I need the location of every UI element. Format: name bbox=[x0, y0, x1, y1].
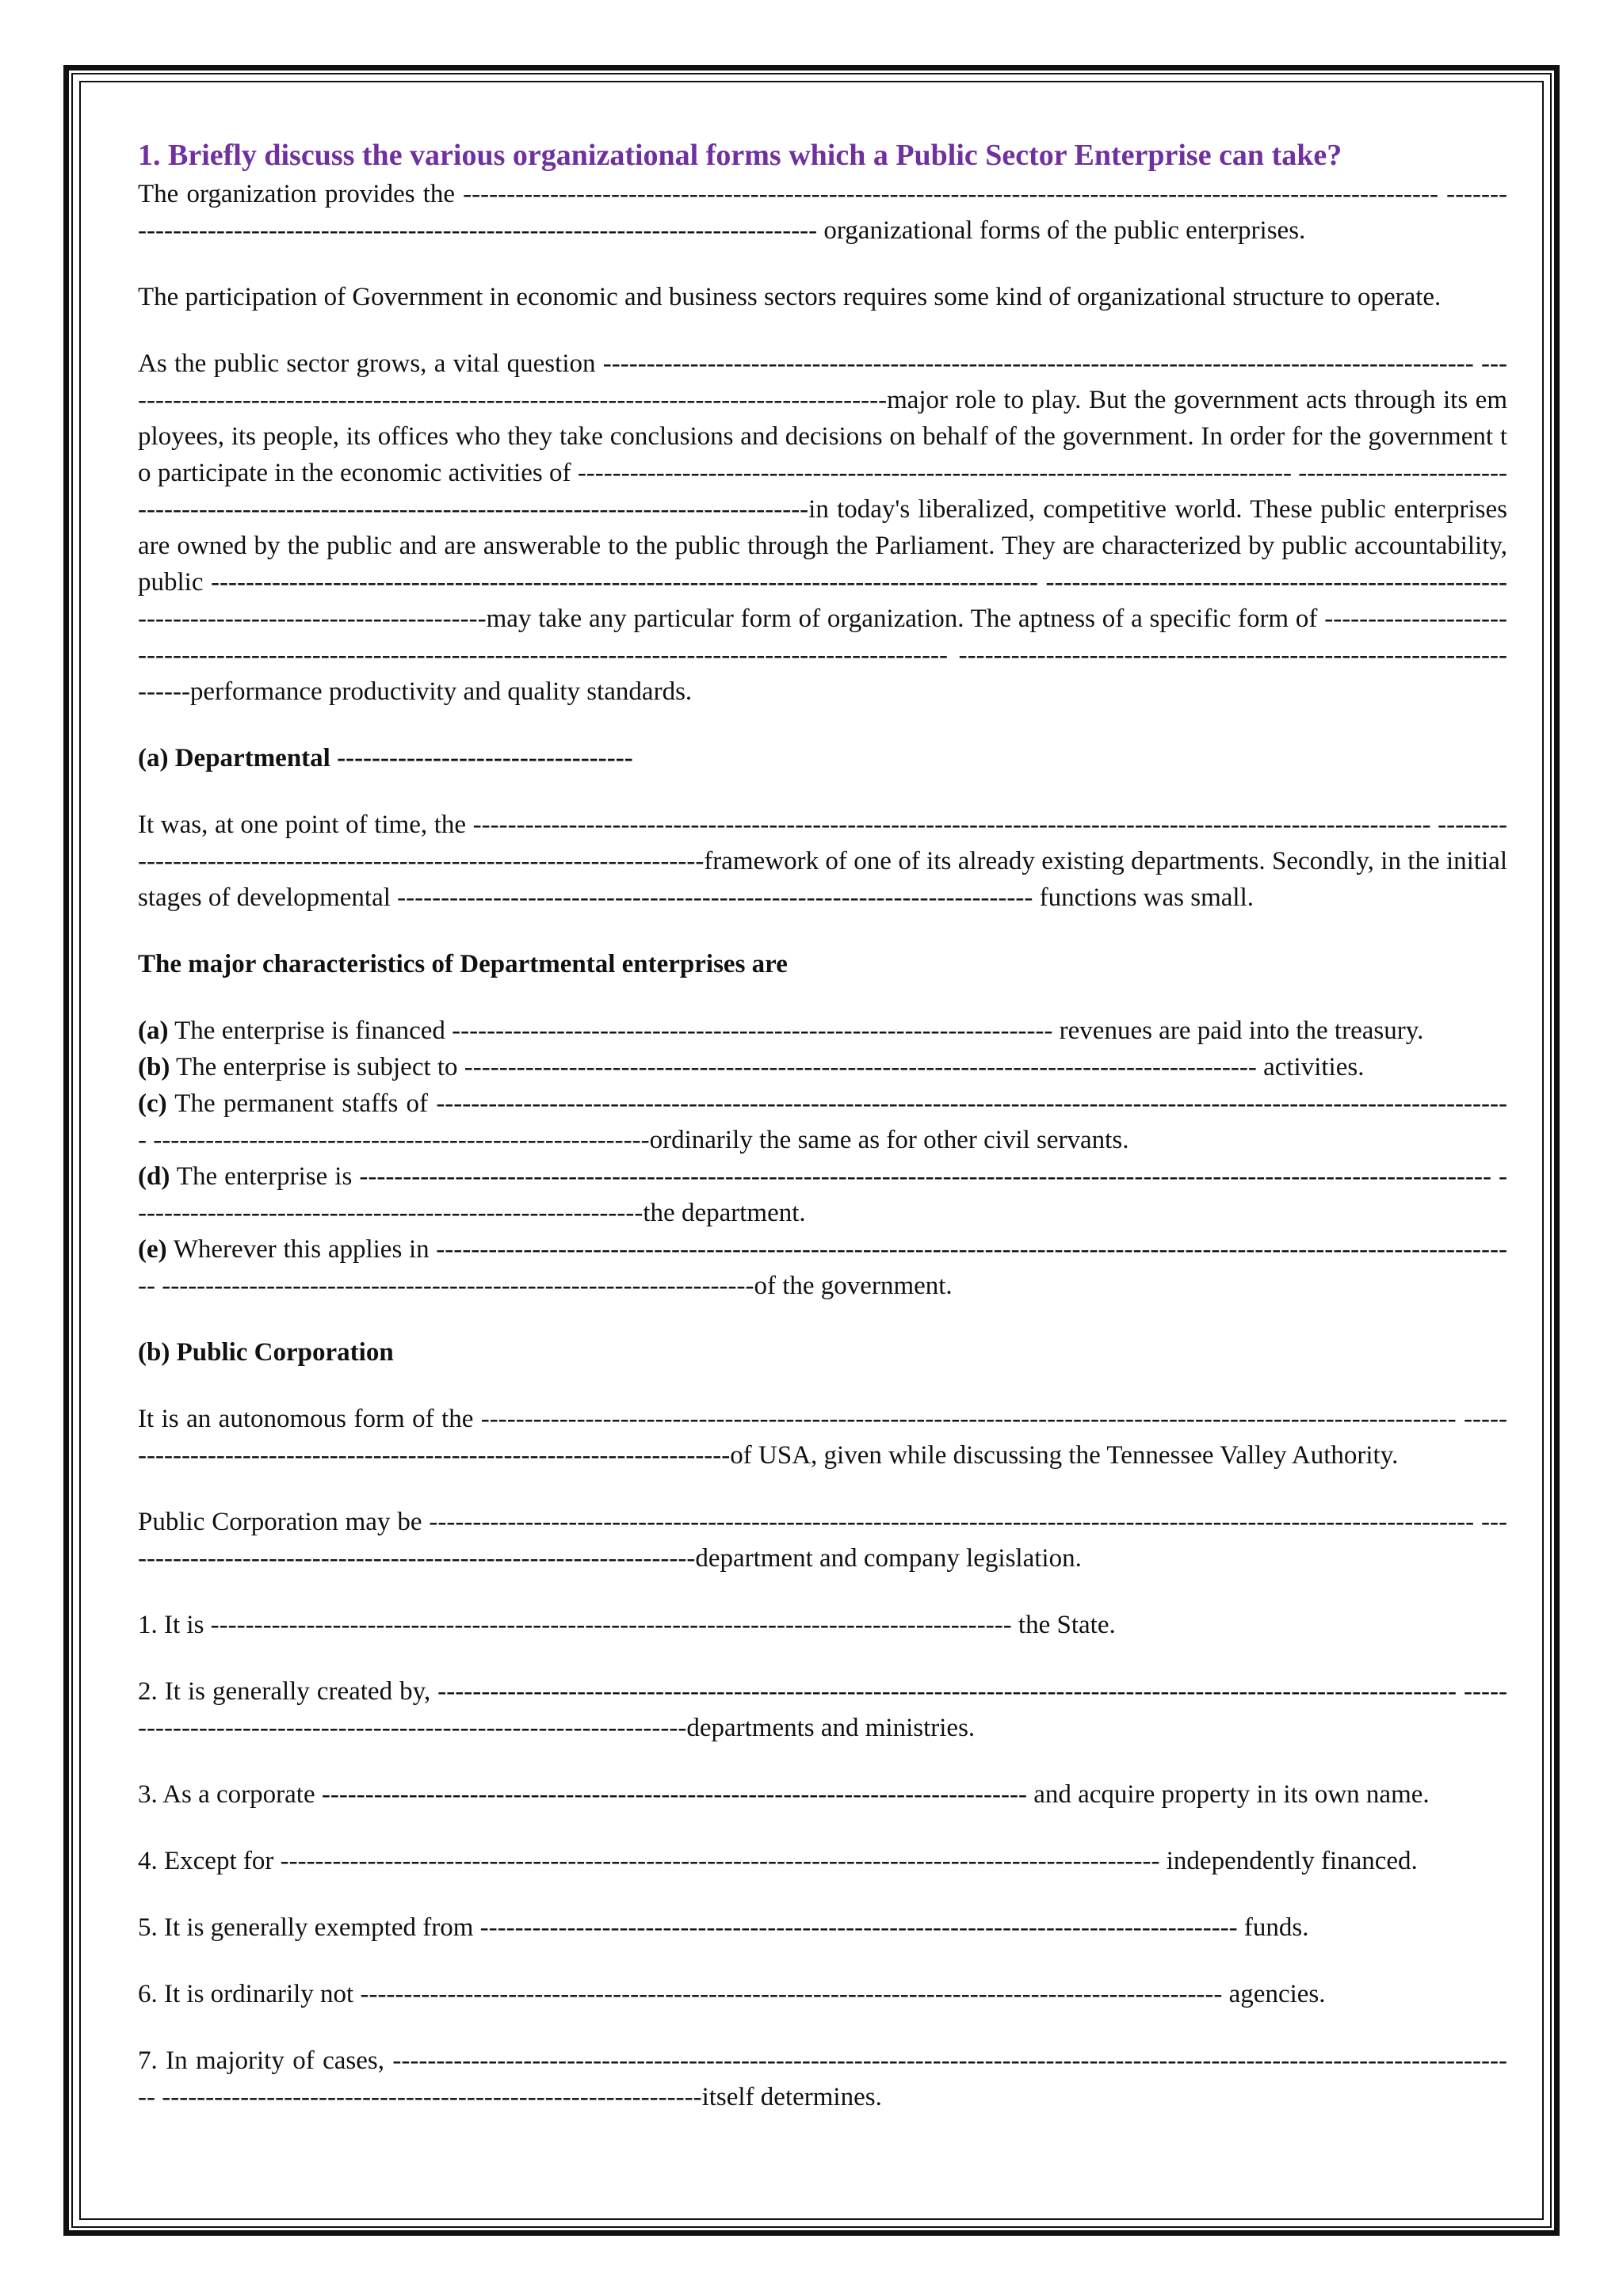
corporation-point-3: 3. As a corporate --------------------------------------------------------------------------------- and acquire property in its own name. bbox=[138, 1780, 1430, 1809]
characteristics-list bbox=[138, 1013, 1507, 1304]
document-body bbox=[138, 135, 1507, 2115]
characteristic-item-e: (e) Wherever this applies in ----------------------------------------------------------------------------------------------------------------------------- --------------------------------------------------------------------of the government. bbox=[138, 1235, 1507, 1300]
public-corporation-paragraph-1: It is an autonomous form of the ---------------------------------------------------------------------------------------------------------------- -------------------------------------------------------------------------of USA, given while discussing the Tennessee Valley Authority. bbox=[138, 1405, 1507, 1470]
characteristic-item-d: (d) The enterprise is ---------------------------------------------------------------------------------------------------------------------------------- -----------------------------------------------------------the department. bbox=[138, 1162, 1507, 1227]
characteristic-item-c: (c) The permanent staffs of ---------------------------------------------------------------------------------------------------------------------------- ---------------------------------------------------------ordinarily the same as for other civil servants. bbox=[138, 1089, 1507, 1154]
characteristic-item-a: (a) The enterprise is financed --------------------------------------------------------------------- revenues are paid into the treasury. bbox=[138, 1016, 1424, 1045]
corporation-point-2: 2. It is generally created by, --------------------------------------------------------------------------------------------------------------------- --------------------------------------------------------------------departments and ministries. bbox=[138, 1677, 1507, 1742]
intro-paragraph-1: The organization provides the ---------------------------------------------------------------------------------------------------------------- ------------------------------------------------------------------------------------- organizational forms of the public enterprises. bbox=[138, 180, 1507, 245]
corporation-point-7: 7. In majority of cases, ---------------------------------------------------------------------------------------------------------------------------------- --------------------------------------------------------------itself determines. bbox=[138, 2046, 1507, 2111]
departmental-heading: (a) Departmental ---------------------------------- bbox=[138, 744, 633, 772]
corporation-point-4: 4. Except for ----------------------------------------------------------------------------------------------------- independently financed. bbox=[138, 1847, 1418, 1875]
corporation-point-6: 6. It is ordinarily not --------------------------------------------------------------------------------------------------- agencies. bbox=[138, 1980, 1326, 2008]
characteristics-heading: The major characteristics of Departmental enterprises are bbox=[138, 950, 788, 978]
characteristic-item-b: (b) The enterprise is subject to ------------------------------------------------------------------------------------------- activities. bbox=[138, 1053, 1365, 1081]
public-corporation-heading: (b) Public Corporation bbox=[138, 1338, 394, 1367]
intro-paragraph-2: The participation of Government in economic and business sectors requires some kind of organizational structure to operate. bbox=[138, 283, 1442, 311]
departmental-paragraph: It was, at one point of time, the -------------------------------------------------------------------------------------------------------------- -------------------------------------------------------------------------framework of one of its already existing departments. Secondly, in the initial stages of developmental ------------------------------------------------------------------------- functions was small. bbox=[138, 810, 1507, 912]
corporation-point-1: 1. It is -------------------------------------------------------------------------------------------- the State. bbox=[138, 1611, 1116, 1639]
public-corporation-paragraph-2: Public Corporation may be ------------------------------------------------------------------------------------------------------------------------ -------------------------------------------------------------------department and company legislation. bbox=[138, 1508, 1507, 1573]
corporation-point-5: 5. It is generally exempted from --------------------------------------------------------------------------------------- funds. bbox=[138, 1913, 1309, 1942]
question-title: 1. Briefly discuss the various organizational forms which a Public Sector Enterprise can take? bbox=[138, 139, 1342, 172]
intro-paragraph-3: As the public sector grows, a vital question ---------------------------------------------------------------------------------------------------- -----------------------------------------------------------------------------------------major role to play. But the government acts through its employees, its people, its offices who they take conclusions and decisions on behalf of the government. In order for the government to participate in the economic activities of ---------------------------------------------------------------------------------- -----------------------------------------------------------------------------------------------------in today's liberalized, competitive world. These public enterprises are owned by the public and are answerable to the public through the Parliament. They are characterized by public accountability, public ----------------------------------------------------------------------------------------------- ---------------------------------------------------------------------------------------------may take any particular form of organization. The aptness of a specific form of ------------------------------------------------------------------------------------------------------------------ ---------------------------------------------------------------------performance productivity and quality standards. bbox=[138, 349, 1507, 706]
